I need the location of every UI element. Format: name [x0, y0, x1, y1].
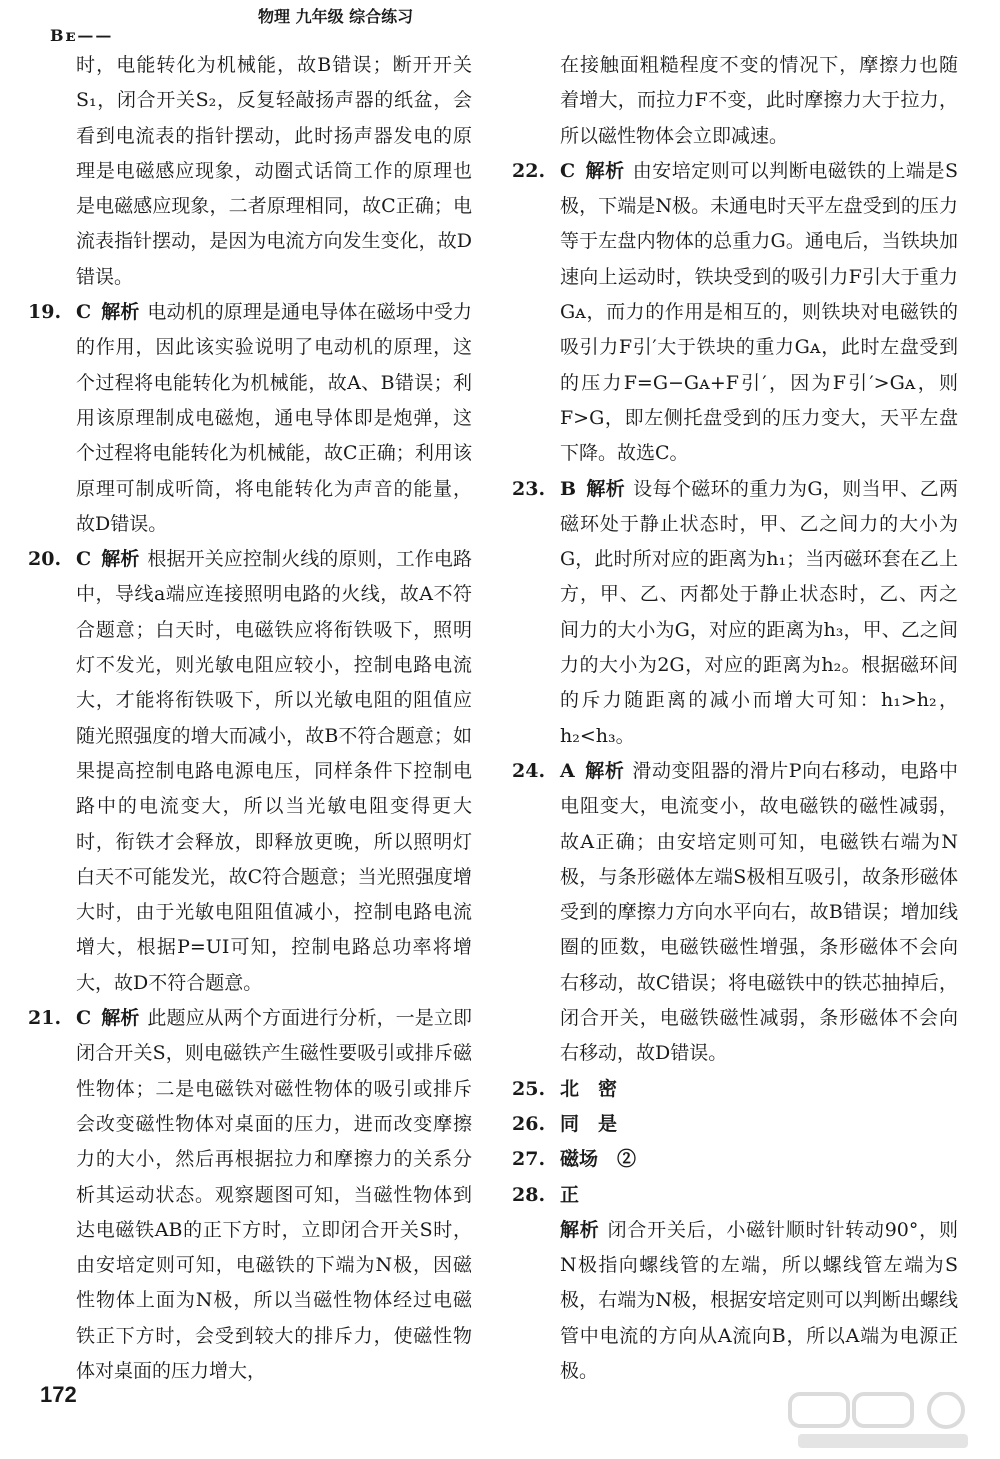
answer-choice: C	[76, 1007, 92, 1030]
analysis-label: 解析	[585, 159, 625, 182]
analysis-label: 解析	[586, 477, 626, 500]
answer-20	[28, 542, 472, 1001]
analysis-label: 解析	[584, 759, 625, 782]
analysis-text: 此题应从两个方面进行分析，一是立即闭合开关S，则电磁铁产生磁性要吸引或排斥磁性物体；二是电磁铁对磁性物体的吸引或排斥会改变磁性物体对桌面的压力，进而改变摩擦力的大小，然后再根据拉力和摩擦力的关系分析其运动状态。观察题图可知，当磁性物体到达电磁铁AB的正下方时，立即闭合开关S时，由安培定则可知，电磁铁的下端为N极，因磁性物体上面为N极，所以当磁性物体经过电磁铁正下方时，会受到较大的排斥力，使磁性物体对桌面的压力增大，	[76, 1007, 472, 1382]
answer-26	[512, 1107, 958, 1142]
question-number: 26.	[512, 1112, 546, 1135]
question-number: 23.	[512, 477, 546, 500]
header-title: 物理 九年级 综合练习	[258, 7, 414, 26]
analysis-text: 根据开关应控制火线的原则，工作电路中，导线a端应连接照明电路的火线，故A不符合题意；白天时，电磁铁应将衔铁吸下，照明灯不发光，则光敏电阻应较小，控制电路电流大，才能将衔铁吸下，所以光敏电阻的阻值应随光照强度的增大而减小，故B不符合题意；如果提高控制电路电源电压，同样条件下控制电路中的电流变大，所以当光敏电阻变得更大时，衔铁才会释放，即释放更晚，所以照明灯白天不可能发光，故C符合题意；当光照强度增大时，由于光敏电阻阻值减小，控制电路电流增大，根据P=UI可知，控制电路总功率将增大，故D不符合题意。	[76, 548, 472, 994]
answer-27	[512, 1142, 958, 1177]
analysis-label: 解析	[560, 1218, 600, 1241]
answer-choice: C	[560, 159, 576, 182]
analysis-label: 解析	[101, 301, 140, 324]
header-mark: Bᴇ——	[50, 26, 114, 45]
site-watermark-logo	[788, 1392, 978, 1452]
analysis-label: 解析	[101, 1007, 140, 1030]
answer-25	[512, 1072, 958, 1107]
answer-choice: C	[76, 548, 92, 571]
analysis-text: 闭合开关后，小磁针顺时针转动90°，则N极指向螺线管的左端，所以螺线管左端为S极，右端为N极，根据安培定则可以判断出螺线管中电流的方向从A流向B，所以A端为电源正极。	[560, 1218, 958, 1382]
right-column	[512, 48, 958, 1389]
answer-19	[28, 295, 472, 542]
page-header	[30, 0, 970, 45]
answer-18-continuation: 时，电能转化为机械能，故B错误；断开开关S₁，闭合开关S₂，反复轻敲扬声器的纸盆，会看到电流表的指针摆动，此时扬声器发电的原理是电磁感应现象，动圈式话筒工作的原理也是电磁感应现象，二者原理相同，故C正确；电流表指针摆动，是因为电流方向发生变化，故D错误。	[76, 54, 472, 288]
answer-21	[28, 1001, 472, 1389]
answer-28-analysis	[512, 1213, 958, 1389]
question-number: 28.	[512, 1183, 546, 1206]
answer-text: 同 是	[560, 1112, 618, 1135]
answer-23	[512, 472, 958, 754]
answer-24	[512, 754, 958, 1072]
answer-22	[512, 154, 958, 472]
question-number: 22.	[512, 159, 546, 182]
page-number: 172	[40, 1382, 77, 1407]
answer-text: 北 密	[560, 1077, 618, 1100]
answer-28	[512, 1178, 958, 1213]
analysis-text: 电动机的原理是通电导体在磁场中受力的作用，因此该实验说明了电动机的原理，这个过程将电能转化为机械能，故A、B错误；利用该原理制成电磁炮，通电导体即是炮弹，这个过程将电能转化为机械能，故C正确；利用该原理可制成听筒，将电能转化为声音的能量，故D错误。	[76, 301, 472, 535]
question-number: 25.	[512, 1077, 546, 1100]
answer-text: 磁场 ②	[560, 1148, 637, 1171]
analysis-text: 设每个磁环的重力为G，则当甲、乙两磁环处于静止状态时，甲、乙之间力的大小为G，此时所对应的距离为h₁；当丙磁环套在乙上方，甲、乙、丙都处于静止状态时，乙、丙之间力的大小为G，对应的距离为h₃，甲、乙之间力的大小为2G，对应的距离为h₂。根据磁环间的斥力随距离的减小而增大可知：h₁>h₂，h₂<h₃。	[560, 477, 958, 747]
answer-choice: A	[560, 759, 575, 782]
analysis-text: 滑动变阻器的滑片P向右移动，电路中电阻变大，电流变小，故电磁铁的磁性减弱，故A正确；由安培定则可知，电磁铁右端为N极，与条形磁体左端S极相互吸引，故条形磁体受到的摩擦力方向水平向右，故B错误；增加线圈的匝数，电磁铁磁性增强，条形磁体不会向右移动，故C错误；将电磁铁中的铁芯抽掉后，闭合开关，电磁铁磁性减弱，条形磁体不会向右移动，故D错误。	[560, 759, 958, 1065]
answer-21-continuation: 在接触面粗糙程度不变的情况下，摩擦力也随着增大，而拉力F不变，此时摩擦力大于拉力，所以磁性物体会立即减速。	[560, 54, 958, 147]
answer-choice: C	[76, 301, 92, 324]
analysis-text: 由安培定则可以判断电磁铁的上端是S极，下端是N极。未通电时天平左盘受到的压力等于左盘内物体的总重力G。通电后，当铁块加速向上运动时，铁块受到的吸引力F引大于重力Gᴀ，而力的作用是相互的，则铁块对电磁铁的吸引力F引′大于铁块的重力Gᴀ，此时左盘受到的压力F=G−Gᴀ+F引′，因为F引′>Gᴀ，则F>G，即左侧托盘受到的压力变大，天平左盘下降。故选C。	[560, 159, 958, 465]
question-number: 24.	[512, 759, 546, 782]
analysis-label: 解析	[101, 548, 140, 571]
question-number: 21.	[28, 1007, 62, 1030]
question-number: 20.	[28, 548, 62, 571]
left-column	[28, 48, 472, 1389]
question-number: 27.	[512, 1148, 546, 1171]
answer-choice: 正	[560, 1183, 580, 1206]
answer-choice: B	[560, 477, 577, 500]
question-number: 19.	[28, 301, 62, 324]
